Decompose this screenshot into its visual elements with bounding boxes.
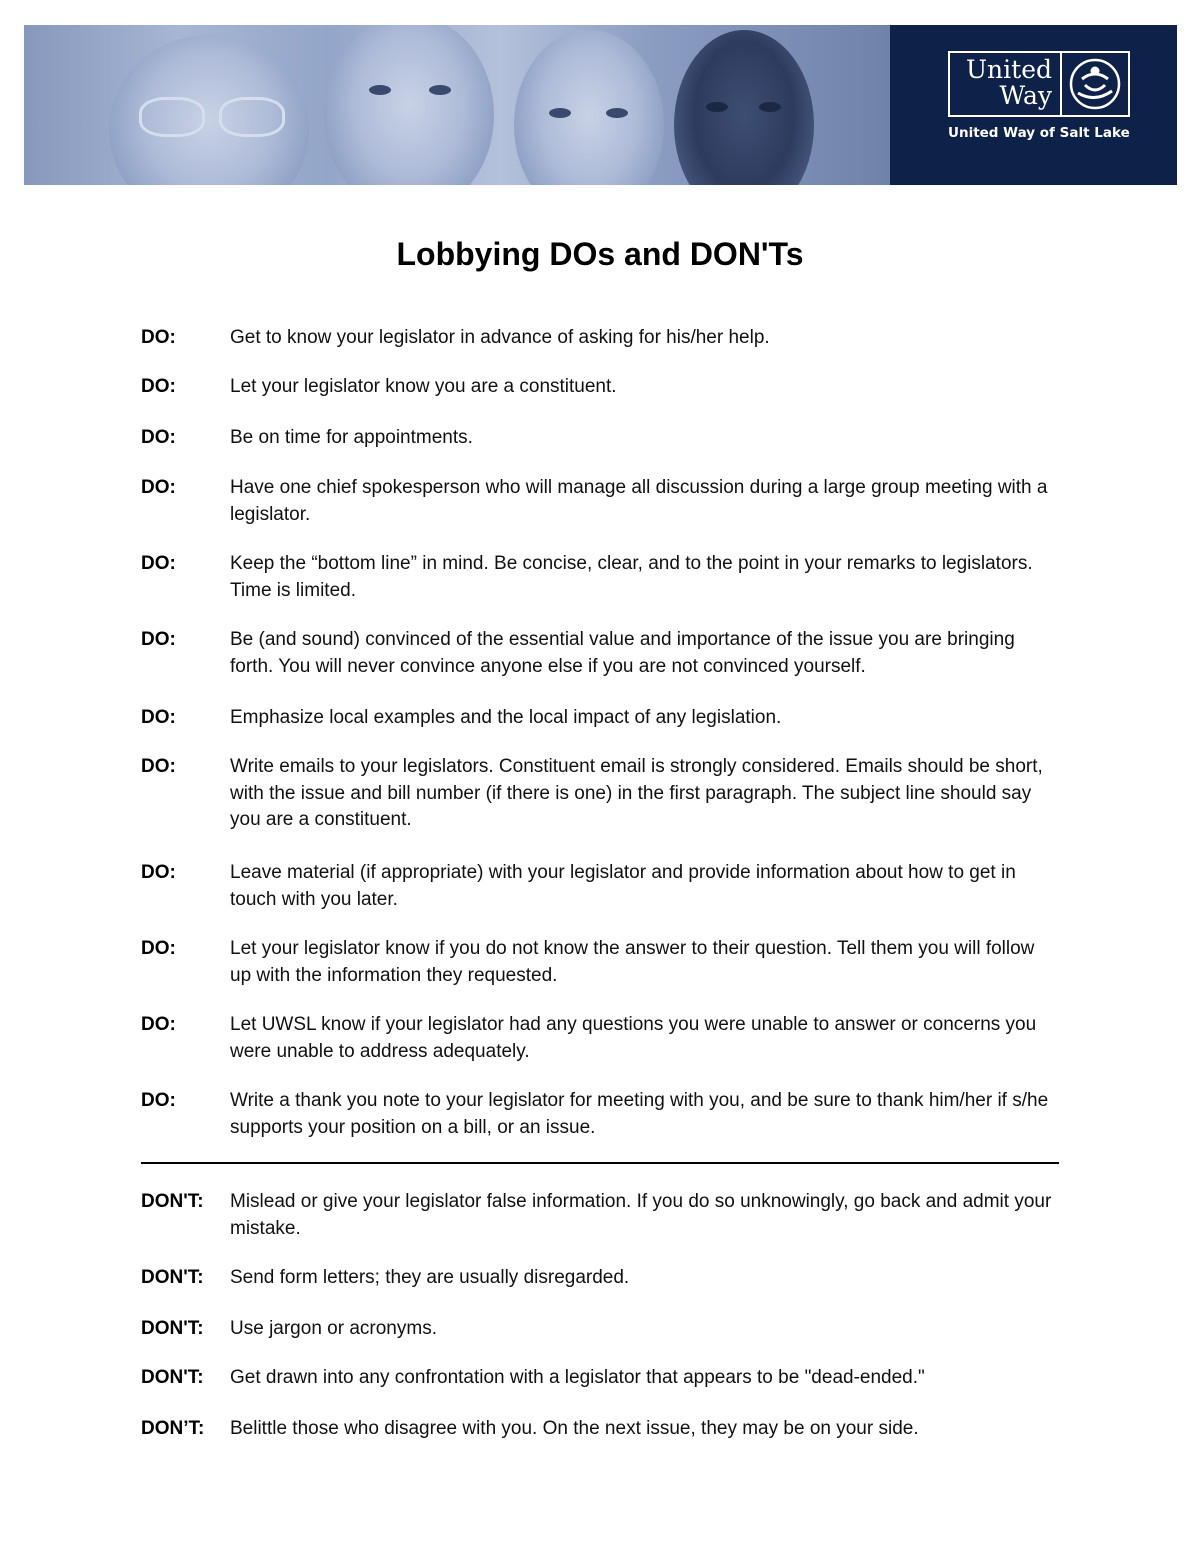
united-way-logo: [948, 51, 1130, 117]
dont-text: Send form letters; they are usually disregarded.: [230, 1267, 630, 1288]
dont-label: DON'T:: [141, 1267, 204, 1288]
do-text: Leave material (if appropriate) with your legislator and provide information about how to get in touch with you later.: [230, 862, 1016, 910]
child-face: [514, 30, 664, 185]
section-divider: [141, 1162, 1059, 1164]
do-label: DO:: [141, 477, 176, 498]
child-face: [109, 35, 309, 185]
do-text: Be (and sound) convinced of the essential value and importance of the issue you are bringing forth. You will never convince anyone else if you are not convinced yourself.: [230, 629, 1015, 677]
do-label: DO:: [141, 376, 176, 397]
do-text: Write emails to your legislators. Constituent email is strongly considered. Emails should be short, with the issue and bill number (if there is one) in the first paragraph. The subject line should say you are a constituent.: [230, 756, 1043, 830]
do-label: DO:: [141, 553, 176, 574]
page-title: Lobbying DOs and DON'Ts: [396, 236, 804, 272]
do-text: Write a thank you note to your legislator for meeting with you, and be sure to thank him/her if s/he supports your position on a bill, or an issue.: [230, 1090, 1049, 1138]
logo-panel: [890, 25, 1177, 185]
do-text: Emphasize local examples and the local impact of any legislation.: [230, 707, 782, 728]
child-face: [674, 30, 814, 185]
do-label: DO:: [141, 629, 176, 650]
do-label: DO:: [141, 1090, 176, 1111]
dont-label: DON'T:: [141, 1191, 204, 1212]
glasses-icon: [219, 97, 285, 137]
do-label: DO:: [141, 427, 176, 448]
logo-text-way: Way: [999, 81, 1052, 110]
do-label: DO:: [141, 327, 176, 348]
eye-icon: [706, 102, 728, 112]
eye-icon: [759, 102, 781, 112]
do-label: DO:: [141, 1014, 176, 1035]
dont-label: DON'T:: [141, 1318, 204, 1339]
do-label: DO:: [141, 862, 176, 883]
child-face: [324, 25, 494, 185]
eye-icon: [369, 85, 391, 95]
children-photo: [24, 25, 890, 185]
eye-icon: [549, 108, 571, 118]
dont-text: Get drawn into any confrontation with a legislator that appears to be "dead-ended.": [230, 1367, 925, 1388]
header-banner: [24, 25, 1177, 185]
dont-text: Use jargon or acronyms.: [230, 1318, 437, 1339]
dont-label: DON’T:: [141, 1418, 205, 1439]
logo-org-name: United Way of Salt Lake: [948, 125, 1130, 141]
do-text: Keep the “bottom line” in mind. Be concise, clear, and to the point in your remarks to legislators. Time is limited.: [230, 553, 1033, 601]
eye-icon: [429, 85, 451, 95]
do-text: Let your legislator know if you do not know the answer to their question. Tell them you will follow up with the information they requested.: [230, 938, 1035, 986]
dont-text: Mislead or give your legislator false information. If you do so unknowingly, go back and admit your mistake.: [230, 1191, 1052, 1239]
do-text: Let your legislator know you are a constituent.: [230, 376, 617, 397]
do-text: Let UWSL know if your legislator had any questions you were unable to answer or concerns you were unable to address adequately.: [230, 1014, 1037, 1062]
do-text: Have one chief spokesperson who will manage all discussion during a large group meeting with a legislator.: [230, 477, 1048, 525]
eye-icon: [606, 108, 628, 118]
glasses-icon: [139, 97, 205, 137]
do-label: DO:: [141, 707, 176, 728]
logo-divider: [1060, 53, 1062, 115]
do-label: DO:: [141, 938, 176, 959]
logo-text-united: United: [965, 55, 1052, 84]
helping-hand-icon: [1068, 57, 1122, 111]
dont-label: DON'T:: [141, 1367, 204, 1388]
do-text: Get to know your legislator in advance of asking for his/her help.: [230, 327, 770, 348]
do-label: DO:: [141, 756, 176, 777]
do-text: Be on time for appointments.: [230, 427, 473, 448]
dont-text: Belittle those who disagree with you. On the next issue, they may be on your side.: [230, 1418, 919, 1439]
